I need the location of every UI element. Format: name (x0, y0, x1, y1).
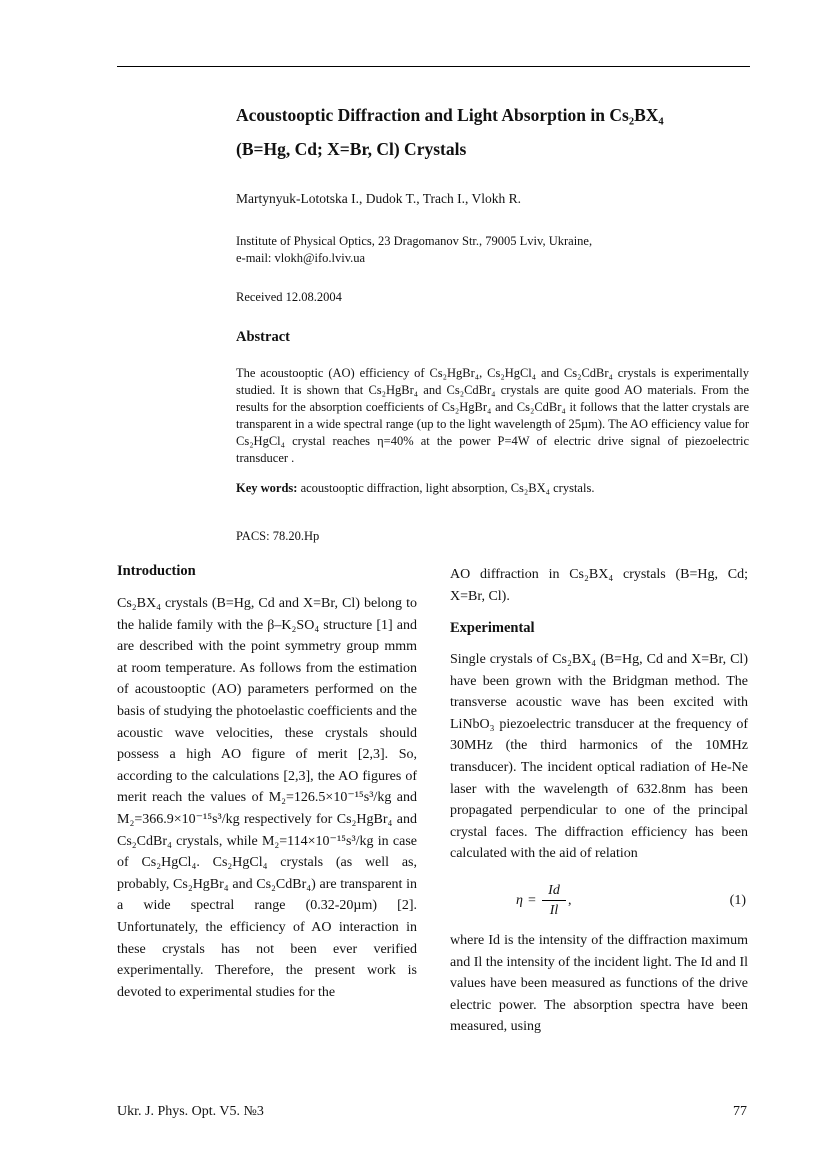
abstract-heading: Abstract (236, 329, 290, 345)
authors: Martynyuk-Lototska I., Dudok T., Trach I., Vlokh R. (236, 191, 521, 206)
introduction-text: Cs₂BX₄ crystals (B=Hg, Cd and X=Br, Cl) belong to the halide family with the β–K₂SO₄ structure [1] and are described with the point symmetry group mmm at room temperature. As follows from the estimation of acoustooptic (AO) parameters performed on the basis of studying the photoelastic coefficients and the acoustic wave velocities, these crystals should possess a high AO figure of merit [2,3]. So, according to the calculations [2,3], the AO figures of merit reach the values of M₂=126.5×10⁻¹⁵s³/kg and M₂=366.9×10⁻¹⁵s³/kg respectively for Cs₂HgBr₄ and Cs₂CdBr₄ crystals, while M₂=114×10⁻¹⁵s³/kg in case of Cs₂HgCl₄. Cs₂HgCl₄ crystals (as well as, probably, Cs₂HgBr₄ and Cs₂CdBr₄) are transparent in a wide spectral range (0.32-20µm) [2]. Unfortunately, the efficiency of AO interaction in these crystals has not been ever verified experimentally. Therefore, the present work is devoted to experimental studies for the (117, 596, 417, 1000)
equation-1 (450, 880, 748, 928)
intro-continuation: AO diffraction in Cs₂BX₄ crystals (B=Hg, Cd; X=Br, Cl). (450, 567, 748, 604)
received-date: Received 12.08.2004 (236, 290, 342, 304)
equation-number: (1) (729, 893, 746, 908)
equation-equals: = (528, 893, 536, 908)
title-line-1: Acoustooptic Diffraction and Light Absorption in Cs₂BX₄ (236, 105, 664, 125)
header-rule (117, 66, 750, 67)
equation-lhs: η (516, 893, 523, 908)
introduction-heading: Introduction (117, 563, 196, 579)
footer-journal: Ukr. J. Phys. Opt. V5. №3 (117, 1104, 264, 1119)
experimental-heading: Experimental (450, 620, 535, 636)
equation-fraction (542, 882, 566, 921)
keywords-text: acoustooptic diffraction, light absorption, Cs₂BX₄ crystals. (297, 481, 595, 495)
title-line-2: (B=Hg, Cd; X=Br, Cl) Crystals (236, 139, 467, 159)
experimental-text: Single crystals of Cs₂BX₄ (B=Hg, Cd and X=Br, Cl) have been grown with the Bridgman method. The transverse acoustic wave has been excited with LiNbO₃ piezoelectric transducer at the frequency of 30MHz (the third harmonics of the 10MHz transducer). The incident optical radiation of He-Ne laser with the wavelength of 632.8nm has been propagated perpendicular to one of the principal crystal faces. The diffraction efficiency has been calculated with the aid of relation (450, 652, 748, 862)
equation-numerator: Id (542, 882, 566, 901)
pacs: PACS: 78.20.Hp (236, 529, 320, 543)
email: e-mail: vlokh@ifo.lviv.ua (236, 251, 366, 265)
keywords-label: Key words: (236, 481, 298, 495)
abstract-text: The acoustooptic (AO) efficiency of Cs₂HgBr₄, Cs₂HgCl₄ and Cs₂CdBr₄ crystals is experimentally studied. It is shown that Cs₂HgBr₄ and Cs₂CdBr₄ crystals are quite good AO materials. From the results for the absorption coefficients of Cs₂HgBr₄ and Cs₂CdBr₄ it follows that the latter crystals are transparent in a wide spectral range (up to the light wavelength of 25µm). The AO efficiency value for Cs₂HgCl₄ crystal reaches η=40% at the power P=4W of electric drive signal of piezoelectric transducer . (236, 366, 749, 465)
affiliation: Institute of Physical Optics, 23 Dragomanov Str., 79005 Lviv, Ukraine, (236, 234, 593, 248)
paper-title (236, 98, 756, 166)
footer-page-number: 77 (733, 1104, 747, 1119)
affiliation-block (236, 233, 592, 267)
keywords (236, 481, 594, 496)
equation-denominator: Il (549, 903, 559, 918)
equation-comma: , (568, 893, 572, 908)
after-equation-text: where Id is the intensity of the diffraction maximum and Il the intensity of the incident light. The Id and Il values have been measured as functions of the drive electric power. The absorption spectra have been measured, using (450, 933, 748, 1035)
